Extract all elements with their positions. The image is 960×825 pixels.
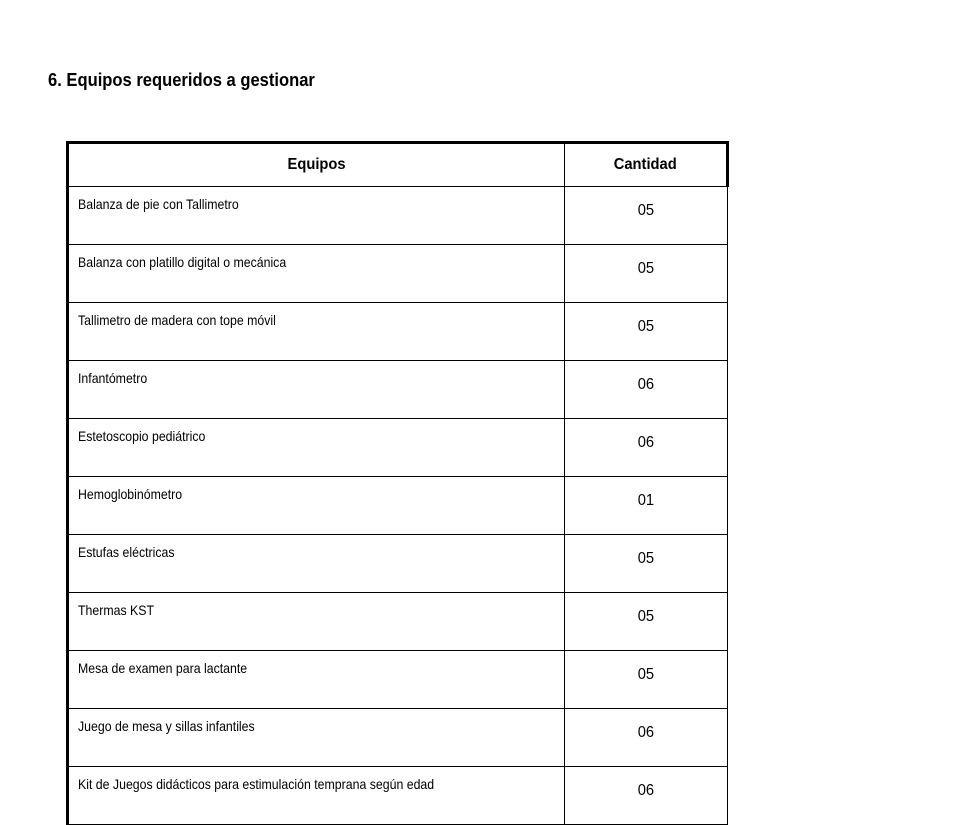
equipo-cell: Tallimetro de madera con tope móvil xyxy=(68,303,565,361)
cantidad-cell: 05 xyxy=(565,187,728,245)
equipo-cell: Hemoglobinómetro xyxy=(68,477,565,535)
cantidad-cell: 06 xyxy=(565,709,728,767)
cantidad-cell: 06 xyxy=(565,361,728,419)
equipo-cell: Infantómetro xyxy=(68,361,565,419)
table-row xyxy=(68,767,728,825)
section-heading: 6. Equipos requeridos a gestionar xyxy=(48,70,315,90)
cantidad-cell: 06 xyxy=(565,419,728,477)
table-row xyxy=(68,535,728,593)
equipo-cell: Juego de mesa y sillas infantiles xyxy=(68,709,565,767)
table-row xyxy=(68,593,728,651)
table-header-row xyxy=(68,143,728,187)
table-row xyxy=(68,245,728,303)
header-equipos: Equipos xyxy=(68,143,565,187)
table-row xyxy=(68,419,728,477)
cantidad-cell: 05 xyxy=(565,245,728,303)
equipo-cell: Mesa de examen para lactante xyxy=(68,651,565,709)
cantidad-cell: 06 xyxy=(565,767,728,825)
equipo-cell: Thermas KST xyxy=(68,593,565,651)
equipo-cell: Estufas eléctricas xyxy=(68,535,565,593)
table-row xyxy=(68,303,728,361)
cantidad-cell: 05 xyxy=(565,593,728,651)
cantidad-cell: 05 xyxy=(565,303,728,361)
table-row xyxy=(68,187,728,245)
equipo-cell: Estetoscopio pediátrico xyxy=(68,419,565,477)
cantidad-cell: 01 xyxy=(565,477,728,535)
table-row xyxy=(68,709,728,767)
table-row xyxy=(68,477,728,535)
equipo-cell: Balanza de pie con Tallimetro xyxy=(68,187,565,245)
table-row xyxy=(68,361,728,419)
table-body xyxy=(68,187,728,825)
cantidad-cell: 05 xyxy=(565,535,728,593)
equipo-cell: Kit de Juegos didácticos para estimulación temprana según edad xyxy=(68,767,565,825)
equipment-table xyxy=(66,141,729,825)
table-row xyxy=(68,651,728,709)
header-cantidad: Cantidad xyxy=(565,143,728,187)
equipo-cell: Balanza con platillo digital o mecánica xyxy=(68,245,565,303)
cantidad-cell: 05 xyxy=(565,651,728,709)
